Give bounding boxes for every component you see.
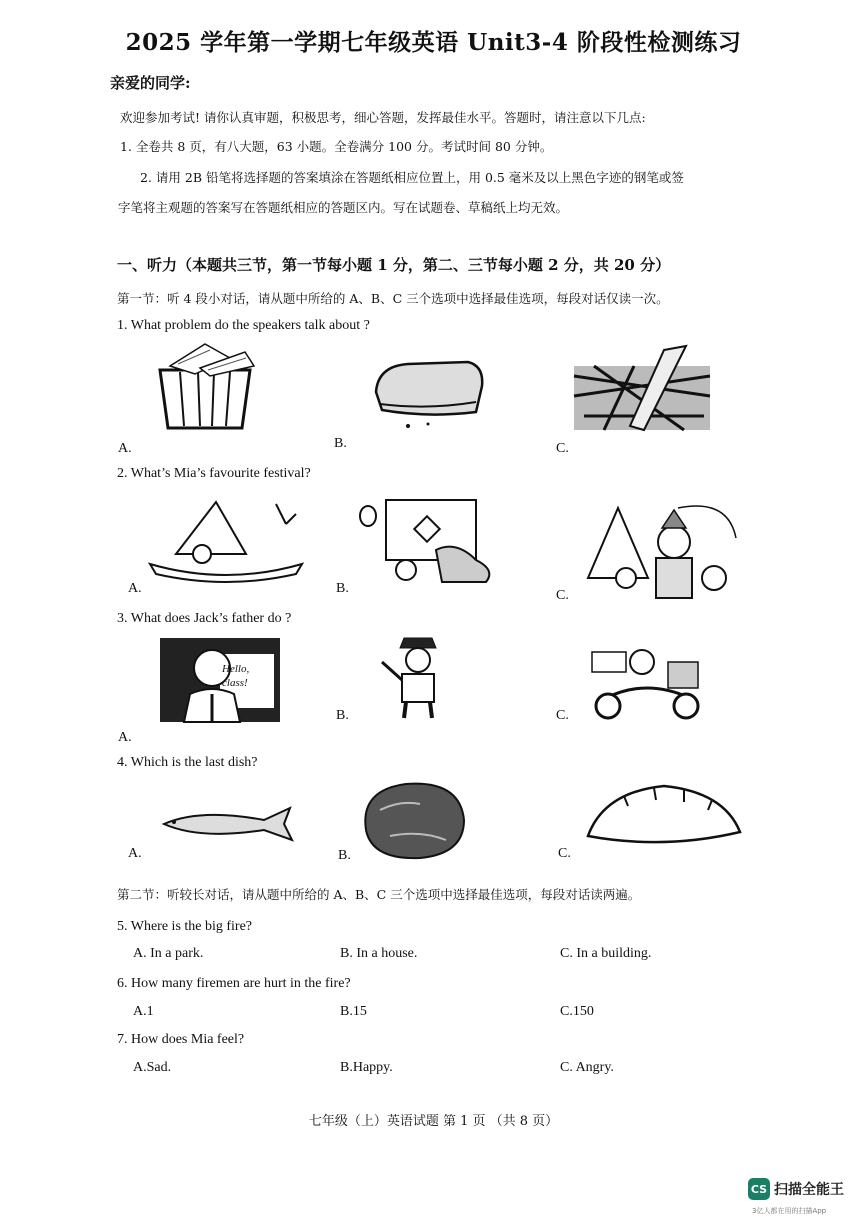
wastebasket-paper-icon (150, 340, 260, 432)
broken-wood-icon (574, 346, 712, 432)
scanner-app-name: 扫描全能王 (774, 1182, 844, 1198)
q7-option-c: C. Angry. (560, 1060, 614, 1075)
policeman-icon (380, 634, 456, 720)
blackboard-text: Hello, class! (222, 663, 250, 689)
q1-option-b: B. (334, 436, 347, 451)
page-footer: 七年级（上）英语试题 第 1 页 （共 8 页） (308, 1114, 559, 1129)
q5-option-a: A. In a park. (133, 946, 204, 961)
q7-option-a: A.Sad. (133, 1060, 172, 1075)
intro-line-4: 字笔将主观题的答案写在答题纸相应的答题区内。写在试题卷、草稿纸上均无效。 (118, 200, 569, 215)
question-4: 4. Which is the last dish? (117, 755, 258, 770)
exam-title: 2025 学年第一学期七年级英语 Unit3-4 阶段性检测练习 (125, 29, 742, 56)
question-7: 7. How does Mia feel? (117, 1032, 245, 1047)
intro-line-1: 欢迎参加考试! 请你认真审题，积极思考，细心答题，发挥最佳水平。答题时，请注意以下几点: (120, 110, 646, 125)
delivery-man-icon (586, 642, 706, 720)
part-1-instruction: 第一节：听 4 段小对话，请从题中所给的 A、B、C 三个选项中选择最佳选项，每段对话仅读一次。 (117, 291, 669, 306)
q5-option-c: C. In a building. (560, 946, 652, 961)
intro-line-2: 1. 全卷共 8 页，有八大题，63 小题。全卷满分 100 分。考试时间 80 分钟。 (120, 139, 553, 154)
q1-option-a: A. (118, 441, 132, 456)
q3-option-a: A. (118, 730, 132, 745)
question-6: 6. How many firemen are hurt in the fire? (117, 976, 351, 991)
question-3: 3. What does Jack’s father do ? (117, 611, 292, 626)
question-2: 2. What’s Mia’s favourite festival? (117, 466, 311, 481)
q3-option-c: C. (556, 708, 569, 723)
q3-option-b: B. (336, 708, 349, 723)
bread-slice-icon (368, 352, 488, 432)
q4-option-a: A. (128, 846, 142, 861)
part-2-instruction: 第二节：听较长对话，请从题中所给的 A、B、C 三个选项中选择最佳选项，每段对话读两遍。 (117, 887, 641, 902)
q6-option-b: B.15 (340, 1004, 367, 1019)
q1-option-c: C. (556, 441, 569, 456)
q5-option-b: B. In a house. (340, 946, 418, 961)
dumpling-icon (584, 782, 742, 846)
question-1: 1. What problem do the speakers talk about ? (117, 318, 370, 333)
christmas-icon (578, 498, 748, 602)
greeting: 亲爱的同学: (110, 74, 191, 92)
spring-festival-icon (356, 490, 506, 586)
q6-option-c: C.150 (560, 1004, 594, 1019)
question-5: 5. Where is the big fire? (117, 919, 253, 934)
intro-line-3: 2. 请用 2B 铅笔将选择题的答案填涂在答题纸相应位置上，用 0.5 毫米及以上黑色字迹的钢笔或签 (140, 170, 684, 185)
q2-option-a: A. (128, 581, 142, 596)
section-heading: 一、听力（本题共三节，第一节每小题 1 分，第二、三节每小题 2 分，共 20 分） (117, 256, 671, 274)
q4-option-c: C. (558, 846, 571, 861)
q4-option-b: B. (338, 848, 351, 863)
q6-option-a: A.1 (133, 1004, 154, 1019)
q2-option-b: B. (336, 581, 349, 596)
camscanner-logo-icon: CS (748, 1178, 770, 1200)
q2-option-c: C. (556, 588, 569, 603)
scanner-watermark (748, 1178, 844, 1200)
fish-icon (160, 806, 296, 842)
scanner-tagline: 3亿人都在用的扫描App (752, 1207, 827, 1215)
q7-option-b: B.Happy. (340, 1060, 393, 1075)
dragon-boat-icon (146, 494, 306, 586)
meatball-icon (360, 780, 466, 860)
